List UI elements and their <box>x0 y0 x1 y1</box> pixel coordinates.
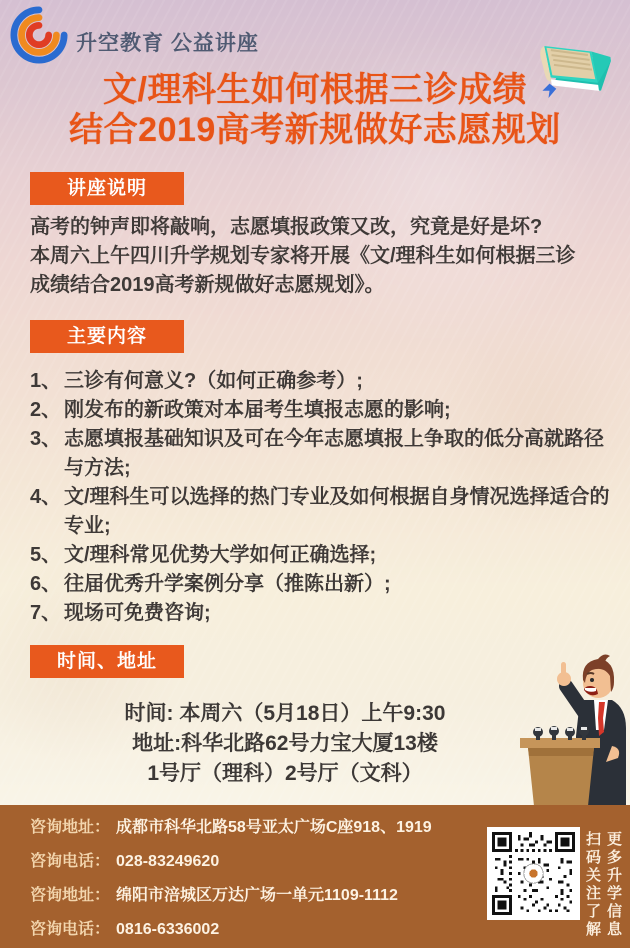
schedule-time: 时间: 本周六（5月18日）上午9:30 <box>124 702 446 725</box>
item-number: 6、 <box>30 573 62 595</box>
title-line-1: 文/理科生如何根据三诊成绩 <box>103 71 527 109</box>
list-item <box>30 425 610 483</box>
contact-row <box>30 920 432 940</box>
intro-line-1: 高考的钟声即将敲响，志愿填报政策又改，究竟是好是坏? <box>30 216 543 238</box>
contact-row <box>30 818 432 838</box>
list-item <box>30 599 610 628</box>
qr-code-icon <box>487 827 580 920</box>
item-number: 4、 <box>30 486 62 508</box>
schedule-halls: 1号厅（理科）2号厅（文科） <box>147 762 423 785</box>
item-number: 7、 <box>30 602 62 624</box>
list-item <box>30 396 610 425</box>
page-title <box>0 70 630 150</box>
contact-label: 咨询电话： <box>30 853 111 870</box>
item-text: 往届优秀升学案例分享（推陈出新）; <box>64 573 391 595</box>
section-badge-schedule: 时间、地址 <box>30 645 184 678</box>
contact-label: 咨询电话： <box>30 921 111 938</box>
footer-contact-rows <box>30 818 432 940</box>
list-item <box>30 570 610 599</box>
qr-caption-column-2: 更多升学信息 <box>605 831 622 939</box>
item-text: 文/理科常见优势大学如何正确选择; <box>64 544 377 566</box>
contact-label: 咨询地址： <box>30 819 111 836</box>
contact-value: 028-83249620 <box>116 853 220 870</box>
contact-value: 绵阳市涪城区万达广场一单元1109-1112 <box>116 887 398 904</box>
contact-row <box>30 886 432 906</box>
section-badge-intro: 讲座说明 <box>30 172 184 205</box>
contact-label: 咨询地址： <box>30 887 111 904</box>
item-text: 现场可免费咨询; <box>64 602 211 624</box>
contact-row <box>30 852 432 872</box>
list-item <box>30 483 610 541</box>
schedule-block <box>10 699 560 789</box>
schedule-address: 地址:科华北路62号力宝大厦13楼 <box>132 732 438 755</box>
list-item <box>30 367 610 396</box>
qr-caption-column-1: 扫码关注了解 <box>584 831 601 939</box>
item-number: 3、 <box>30 428 62 450</box>
item-text: 刚发布的新政策对本届考生填报志愿的影响; <box>64 399 451 421</box>
contents-list <box>30 367 610 628</box>
brand-text: 升空教育 公益讲座 <box>76 32 259 55</box>
item-number: 2、 <box>30 399 62 421</box>
speaker-at-podium-icon <box>514 650 630 806</box>
contact-value: 成都市科华北路58号亚太广场C座918、1919 <box>116 819 432 836</box>
item-number: 5、 <box>30 544 62 566</box>
swirl-logo-icon <box>10 6 68 64</box>
item-text: 三诊有何意义?（如何正确参考）; <box>64 370 363 392</box>
intro-line-2: 本周六上午四川升学规划专家将开展《文/理科生如何根据三诊成绩结合2019高考新规做好志愿规划》。 <box>30 245 576 296</box>
footer <box>0 805 630 948</box>
section-badge-contents: 主要内容 <box>30 320 184 353</box>
contact-value: 0816-6336002 <box>116 921 220 938</box>
item-number: 1、 <box>30 370 62 392</box>
item-text: 文/理科生可以选择的热门专业及如何根据自身情况选择适合的专业; <box>64 486 610 537</box>
list-item <box>30 541 610 570</box>
item-text: 志愿填报基础知识及可在今年志愿填报上争取的低分高就路径与方法; <box>64 428 604 479</box>
title-line-2: 结合2019高考新规做好志愿规划 <box>69 111 561 149</box>
intro-paragraph <box>30 213 588 300</box>
